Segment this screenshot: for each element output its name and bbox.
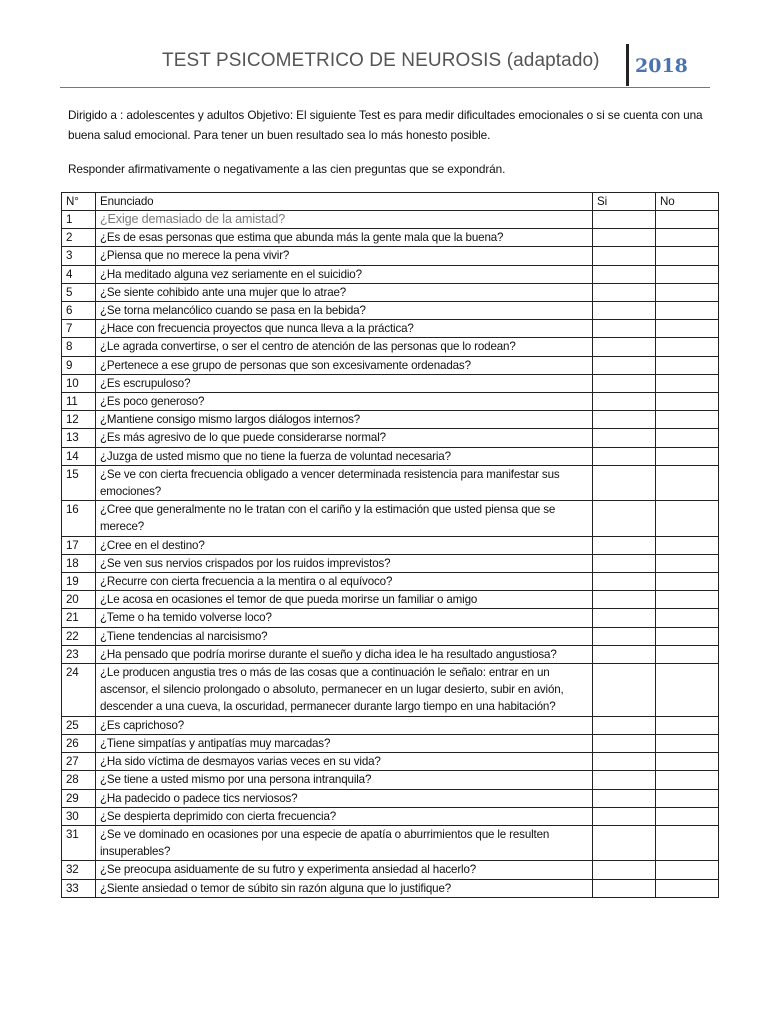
answer-no-cell[interactable] bbox=[656, 302, 719, 320]
table-row bbox=[62, 554, 719, 572]
question-number: 2 bbox=[62, 229, 96, 247]
table-row bbox=[62, 393, 719, 411]
table-row bbox=[62, 338, 719, 356]
answer-yes-cell[interactable] bbox=[593, 825, 656, 860]
question-text: ¿Hace con frecuencia proyectos que nunca lleva a la práctica? bbox=[96, 320, 593, 338]
answer-yes-cell[interactable] bbox=[593, 645, 656, 663]
question-number: 31 bbox=[62, 825, 96, 860]
answer-no-cell[interactable] bbox=[656, 716, 719, 734]
question-text: ¿Exige demasiado de la amistad? bbox=[96, 211, 593, 229]
question-number: 14 bbox=[62, 447, 96, 465]
table-row bbox=[62, 374, 719, 392]
answer-yes-cell[interactable] bbox=[593, 879, 656, 897]
question-number: 11 bbox=[62, 393, 96, 411]
question-number: 28 bbox=[62, 771, 96, 789]
intro-paragraph-objective: Dirigido a : adolescentes y adultos Objetivo: El siguiente Test es para medir dificultades emocionales o si se cuenta con una buena salud emocional. Para tener un buen resultado sea lo más honesto posible. bbox=[68, 108, 703, 142]
answer-no-cell[interactable] bbox=[656, 465, 719, 500]
answer-yes-cell[interactable] bbox=[593, 807, 656, 825]
question-text: ¿Es caprichoso? bbox=[96, 716, 593, 734]
answer-no-cell[interactable] bbox=[656, 609, 719, 627]
question-text: ¿Piensa que no merece la pena vivir? bbox=[96, 247, 593, 265]
question-number: 18 bbox=[62, 554, 96, 572]
answer-no-cell[interactable] bbox=[656, 591, 719, 609]
question-text: ¿Ha meditado alguna vez seriamente en el suicidio? bbox=[96, 265, 593, 283]
answer-yes-cell[interactable] bbox=[593, 229, 656, 247]
answer-no-cell[interactable] bbox=[656, 807, 719, 825]
answer-no-cell[interactable] bbox=[656, 627, 719, 645]
question-number: 3 bbox=[62, 247, 96, 265]
table-row bbox=[62, 247, 719, 265]
question-number: 7 bbox=[62, 320, 96, 338]
question-text: ¿Ha pensado que podría morirse durante el sueño y dicha idea le ha resultado angustiosa? bbox=[96, 645, 593, 663]
table-row bbox=[62, 716, 719, 734]
question-number: 27 bbox=[62, 753, 96, 771]
answer-yes-cell[interactable] bbox=[593, 627, 656, 645]
document-title: TEST PSICOMETRICO DE NEUROSIS (adaptado) bbox=[162, 50, 600, 71]
table-row bbox=[62, 591, 719, 609]
table-row bbox=[62, 789, 719, 807]
header-number: N° bbox=[62, 193, 96, 211]
answer-yes-cell[interactable] bbox=[593, 447, 656, 465]
question-text: ¿Le acosa en ocasiones el temor de que pueda morirse un familiar o amigo bbox=[96, 591, 593, 609]
question-number: 19 bbox=[62, 573, 96, 591]
table-row bbox=[62, 879, 719, 897]
question-number: 15 bbox=[62, 465, 96, 500]
table-row bbox=[62, 411, 719, 429]
answer-yes-cell[interactable] bbox=[593, 861, 656, 879]
answer-yes-cell[interactable] bbox=[593, 283, 656, 301]
question-number: 22 bbox=[62, 627, 96, 645]
table-row bbox=[62, 211, 719, 229]
answer-yes-cell[interactable] bbox=[593, 609, 656, 627]
questions-table bbox=[61, 192, 719, 898]
question-number: 24 bbox=[62, 664, 96, 717]
question-text: ¿Es poco generoso? bbox=[96, 393, 593, 411]
header-divider bbox=[626, 44, 629, 86]
answer-no-cell[interactable] bbox=[656, 411, 719, 429]
answer-yes-cell[interactable] bbox=[593, 429, 656, 447]
question-text: ¿Se torna melancólico cuando se pasa en la bebida? bbox=[96, 302, 593, 320]
table-row bbox=[62, 501, 719, 536]
answer-no-cell[interactable] bbox=[656, 229, 719, 247]
table-row bbox=[62, 807, 719, 825]
question-text: ¿Se ven sus nervios crispados por los ruidos imprevistos? bbox=[96, 554, 593, 572]
question-text: ¿Tiene simpatías y antipatías muy marcadas? bbox=[96, 734, 593, 752]
question-number: 29 bbox=[62, 789, 96, 807]
answer-yes-cell[interactable] bbox=[593, 265, 656, 283]
answer-yes-cell[interactable] bbox=[593, 536, 656, 554]
answer-no-cell[interactable] bbox=[656, 374, 719, 392]
answer-yes-cell[interactable] bbox=[593, 338, 656, 356]
table-row bbox=[62, 645, 719, 663]
answer-yes-cell[interactable] bbox=[593, 356, 656, 374]
answer-no-cell[interactable] bbox=[656, 536, 719, 554]
answer-no-cell[interactable] bbox=[656, 573, 719, 591]
question-number: 10 bbox=[62, 374, 96, 392]
answer-yes-cell[interactable] bbox=[593, 393, 656, 411]
question-number: 16 bbox=[62, 501, 96, 536]
question-text: ¿Se despierta deprimido con cierta frecuencia? bbox=[96, 807, 593, 825]
question-number: 4 bbox=[62, 265, 96, 283]
question-text: ¿Cree que generalmente no le tratan con el cariño y la estimación que usted piensa que se merece? bbox=[96, 501, 593, 536]
question-text: ¿Recurre con cierta frecuencia a la mentira o al equívoco? bbox=[96, 573, 593, 591]
answer-no-cell[interactable] bbox=[656, 447, 719, 465]
header-statement: Enunciado bbox=[96, 193, 593, 211]
answer-no-cell[interactable] bbox=[656, 789, 719, 807]
question-text: ¿Mantiene consigo mismo largos diálogos internos? bbox=[96, 411, 593, 429]
intro-paragraph-instructions: Responder afirmativamente o negativamente a las cien preguntas que se expondrán. bbox=[68, 162, 506, 176]
question-text: ¿Ha sido víctima de desmayos varias veces en su vida? bbox=[96, 753, 593, 771]
document-year: 2018 bbox=[635, 55, 688, 77]
answer-yes-cell[interactable] bbox=[593, 247, 656, 265]
answer-yes-cell[interactable] bbox=[593, 716, 656, 734]
table-row bbox=[62, 771, 719, 789]
question-number: 33 bbox=[62, 879, 96, 897]
question-text: ¿Es de esas personas que estima que abunda más la gente mala que la buena? bbox=[96, 229, 593, 247]
question-number: 13 bbox=[62, 429, 96, 447]
question-number: 9 bbox=[62, 356, 96, 374]
answer-no-cell[interactable] bbox=[656, 753, 719, 771]
question-text: ¿Se ve dominado en ocasiones por una especie de apatía o aburrimientos que le resulten insuperables? bbox=[96, 825, 593, 860]
question-number: 1 bbox=[62, 211, 96, 229]
answer-yes-cell[interactable] bbox=[593, 789, 656, 807]
answer-no-cell[interactable] bbox=[656, 554, 719, 572]
header-rule bbox=[60, 87, 710, 88]
header-no: No bbox=[656, 193, 719, 211]
answer-yes-cell[interactable] bbox=[593, 320, 656, 338]
table-row bbox=[62, 229, 719, 247]
answer-yes-cell[interactable] bbox=[593, 411, 656, 429]
question-text: ¿Es escrupuloso? bbox=[96, 374, 593, 392]
answer-no-cell[interactable] bbox=[656, 825, 719, 860]
answer-no-cell[interactable] bbox=[656, 879, 719, 897]
header-yes: Si bbox=[593, 193, 656, 211]
table-row bbox=[62, 573, 719, 591]
question-number: 23 bbox=[62, 645, 96, 663]
answer-yes-cell[interactable] bbox=[593, 374, 656, 392]
question-number: 5 bbox=[62, 283, 96, 301]
answer-no-cell[interactable] bbox=[656, 211, 719, 229]
question-text: ¿Le producen angustia tres o más de las cosas que a continuación le señalo: entrar en un ascensor, el silencio prolongado o absoluto, permanecer en un lugar desierto, subir en avión, descender a una cueva, la oscuridad, permanecer durante largo tiempo en una habitación? bbox=[96, 664, 593, 717]
answer-yes-cell[interactable] bbox=[593, 591, 656, 609]
question-text: ¿Pertenece a ese grupo de personas que son excesivamente ordenadas? bbox=[96, 356, 593, 374]
table-row bbox=[62, 536, 719, 554]
table-row bbox=[62, 664, 719, 717]
answer-no-cell[interactable] bbox=[656, 265, 719, 283]
answer-no-cell[interactable] bbox=[656, 861, 719, 879]
table-row bbox=[62, 734, 719, 752]
table-row bbox=[62, 302, 719, 320]
table-row bbox=[62, 609, 719, 627]
table-row bbox=[62, 465, 719, 500]
question-text: ¿Ha padecido o padece tics nerviosos? bbox=[96, 789, 593, 807]
question-number: 20 bbox=[62, 591, 96, 609]
question-text: ¿Se ve con cierta frecuencia obligado a vencer determinada resistencia para manifestar sus emociones? bbox=[96, 465, 593, 500]
answer-yes-cell[interactable] bbox=[593, 501, 656, 536]
question-text: ¿Le agrada convertirse, o ser el centro de atención de las personas que lo rodean? bbox=[96, 338, 593, 356]
table-row bbox=[62, 753, 719, 771]
answer-no-cell[interactable] bbox=[656, 320, 719, 338]
answer-no-cell[interactable] bbox=[656, 501, 719, 536]
question-text: ¿Se tiene a usted mismo por una persona intranquila? bbox=[96, 771, 593, 789]
answer-no-cell[interactable] bbox=[656, 734, 719, 752]
question-text: ¿Se preocupa asiduamente de su futro y experimenta ansiedad al hacerlo? bbox=[96, 861, 593, 879]
answer-yes-cell[interactable] bbox=[593, 465, 656, 500]
answer-yes-cell[interactable] bbox=[593, 302, 656, 320]
answer-yes-cell[interactable] bbox=[593, 211, 656, 229]
question-number: 25 bbox=[62, 716, 96, 734]
table-row bbox=[62, 429, 719, 447]
question-number: 12 bbox=[62, 411, 96, 429]
answer-no-cell[interactable] bbox=[656, 247, 719, 265]
question-number: 17 bbox=[62, 536, 96, 554]
answer-yes-cell[interactable] bbox=[593, 771, 656, 789]
question-text: ¿Teme o ha temido volverse loco? bbox=[96, 609, 593, 627]
table-row bbox=[62, 861, 719, 879]
question-text: ¿Es más agresivo de lo que puede considerarse normal? bbox=[96, 429, 593, 447]
answer-yes-cell[interactable] bbox=[593, 664, 656, 717]
answer-no-cell[interactable] bbox=[656, 393, 719, 411]
answer-no-cell[interactable] bbox=[656, 771, 719, 789]
answer-yes-cell[interactable] bbox=[593, 554, 656, 572]
table-row bbox=[62, 320, 719, 338]
answer-no-cell[interactable] bbox=[656, 338, 719, 356]
answer-no-cell[interactable] bbox=[656, 283, 719, 301]
question-number: 26 bbox=[62, 734, 96, 752]
answer-yes-cell[interactable] bbox=[593, 573, 656, 591]
table-row bbox=[62, 447, 719, 465]
answer-no-cell[interactable] bbox=[656, 645, 719, 663]
table-row bbox=[62, 627, 719, 645]
answer-no-cell[interactable] bbox=[656, 356, 719, 374]
answer-yes-cell[interactable] bbox=[593, 753, 656, 771]
answer-no-cell[interactable] bbox=[656, 664, 719, 717]
question-text: ¿Siente ansiedad o temor de súbito sin razón alguna que lo justifique? bbox=[96, 879, 593, 897]
table-row bbox=[62, 356, 719, 374]
table-row bbox=[62, 265, 719, 283]
question-number: 8 bbox=[62, 338, 96, 356]
answer-yes-cell[interactable] bbox=[593, 734, 656, 752]
table-row bbox=[62, 825, 719, 860]
table-header-row bbox=[62, 193, 719, 211]
question-text: ¿Juzga de usted mismo que no tiene la fuerza de voluntad necesaria? bbox=[96, 447, 593, 465]
question-text: ¿Cree en el destino? bbox=[96, 536, 593, 554]
question-number: 30 bbox=[62, 807, 96, 825]
answer-no-cell[interactable] bbox=[656, 429, 719, 447]
table-row bbox=[62, 283, 719, 301]
question-number: 32 bbox=[62, 861, 96, 879]
question-number: 6 bbox=[62, 302, 96, 320]
question-number: 21 bbox=[62, 609, 96, 627]
question-text: ¿Tiene tendencias al narcisismo? bbox=[96, 627, 593, 645]
question-text: ¿Se siente cohibido ante una mujer que lo atrae? bbox=[96, 283, 593, 301]
